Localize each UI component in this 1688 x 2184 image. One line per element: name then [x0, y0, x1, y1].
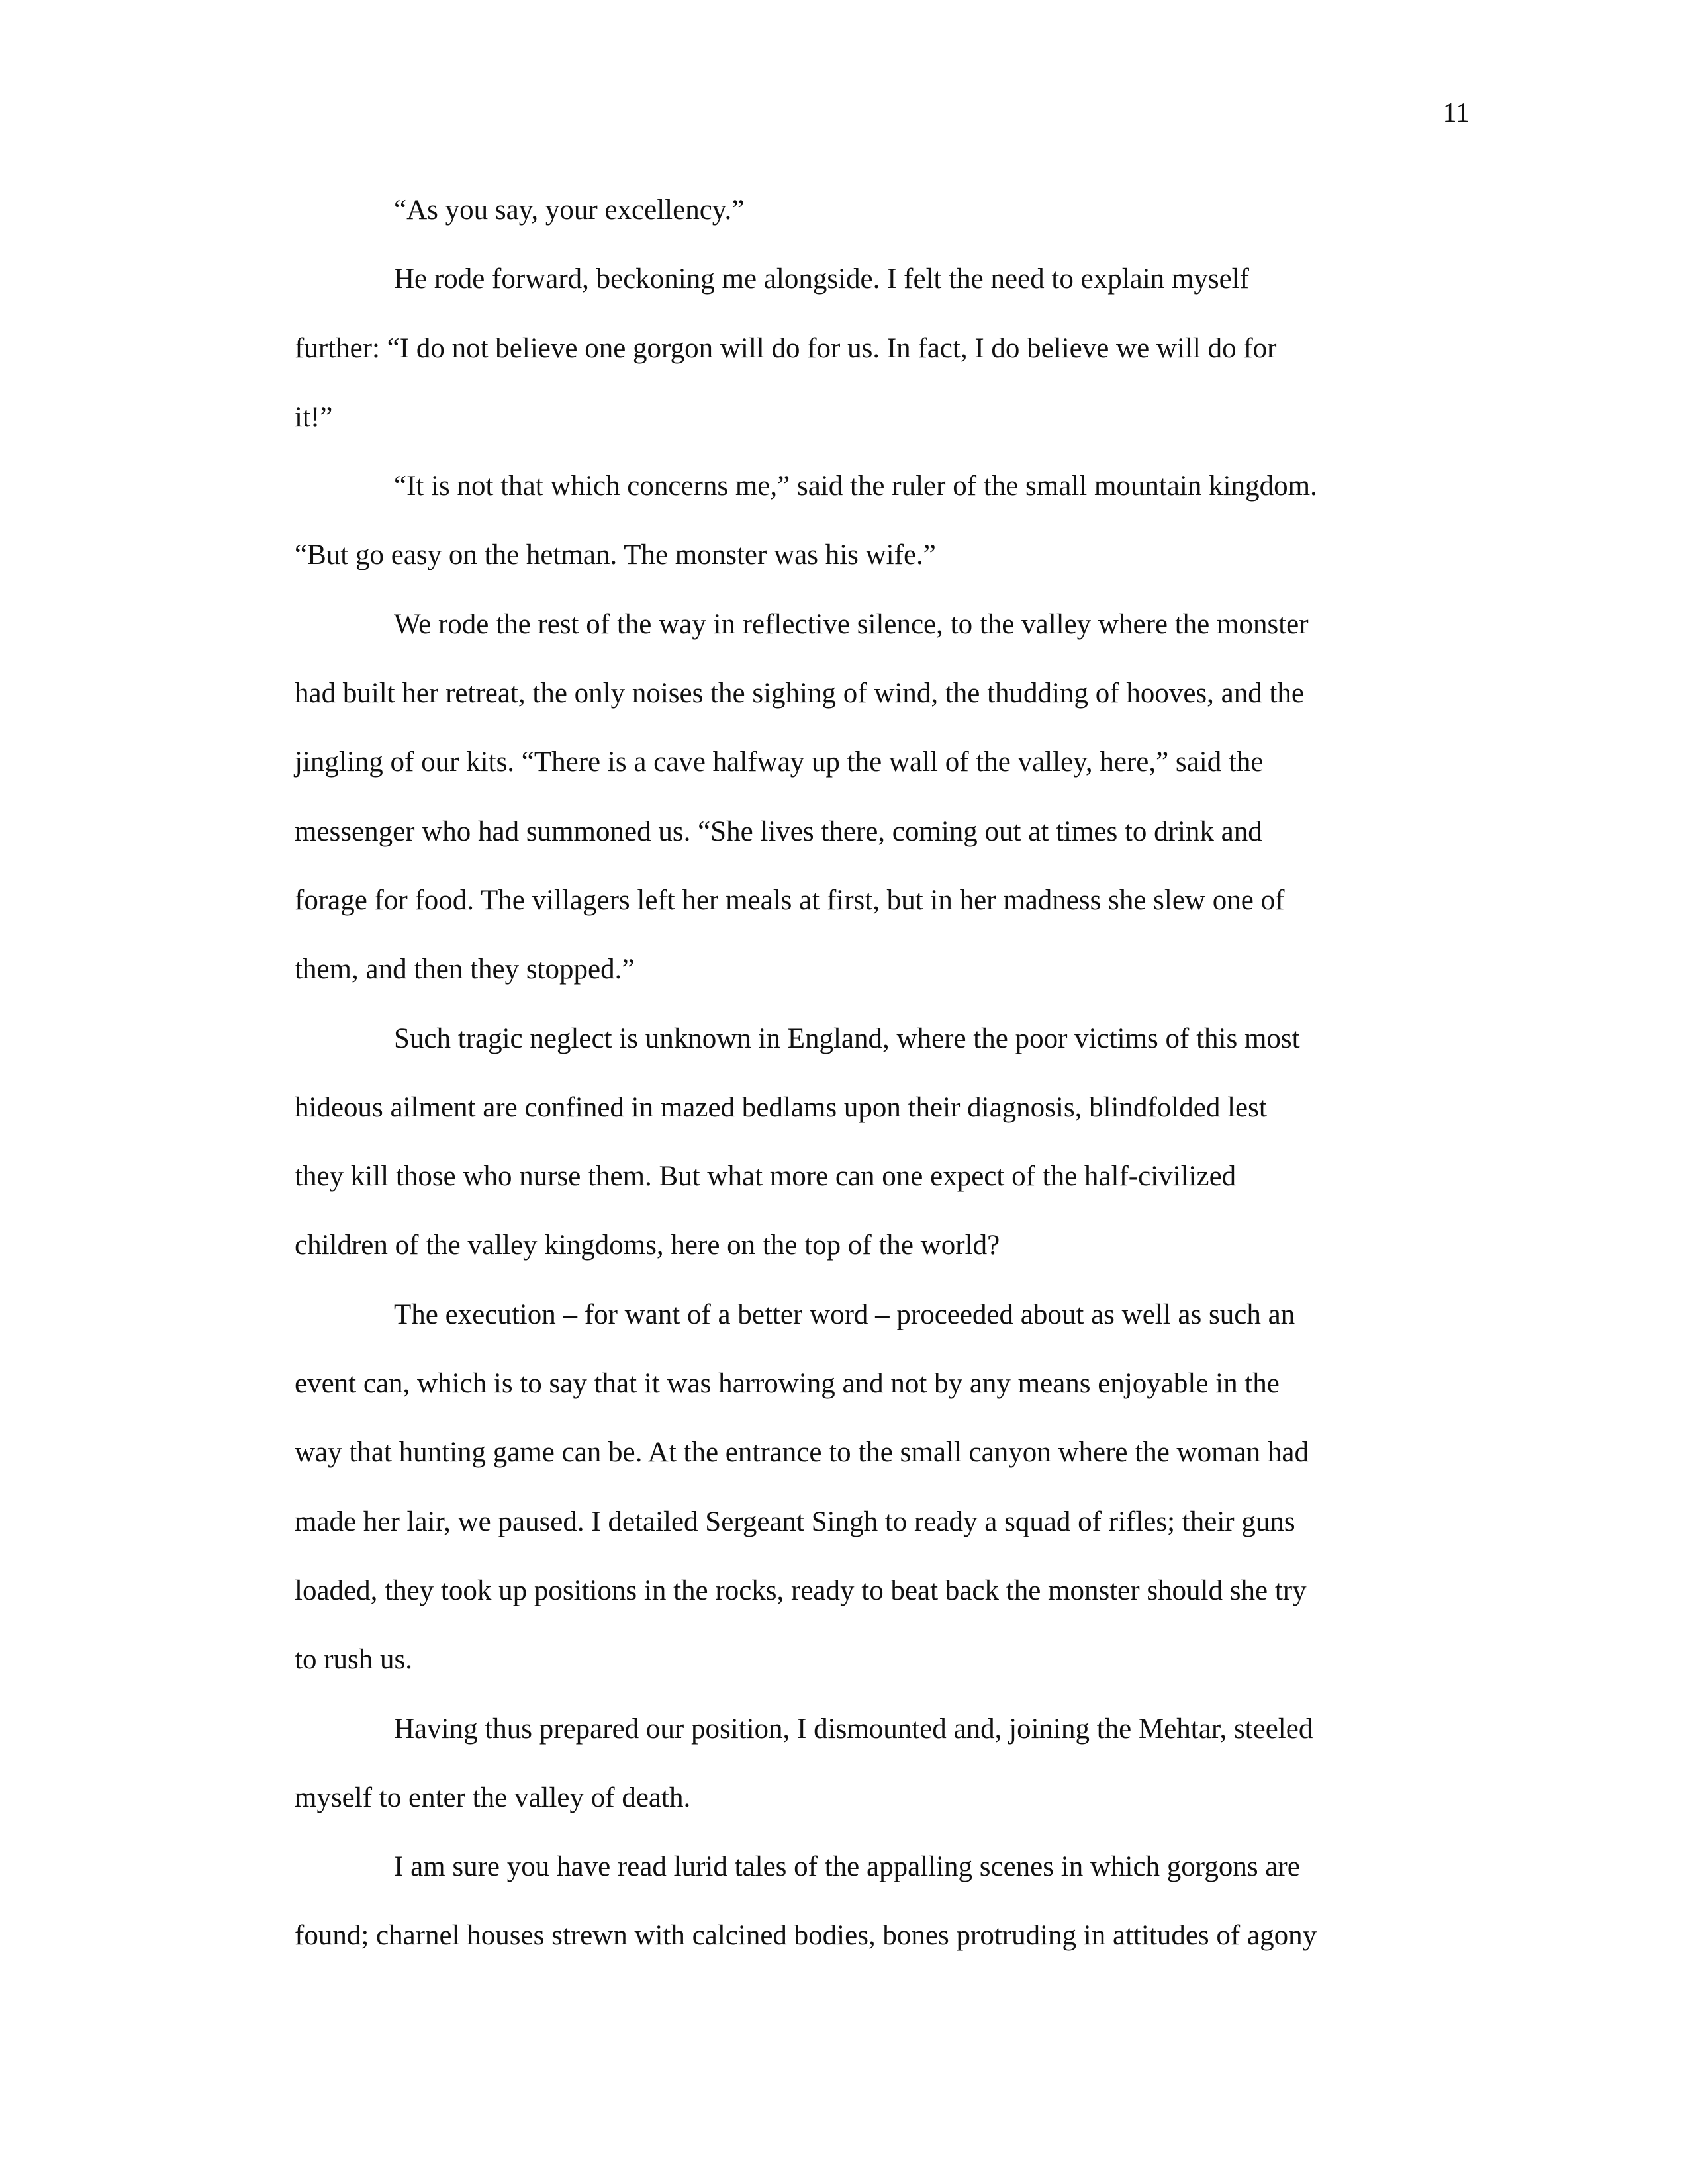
text-line: way that hunting game can be. At the entrance to the small canyon where the woman had: [295, 1437, 1309, 1469]
text-line: them, and then they stopped.”: [295, 954, 635, 985]
text-line: found; charnel houses strewn with calcined bodies, bones protruding in attitudes of agony: [295, 1920, 1317, 1952]
text-line: loaded, they took up positions in the rocks, ready to beat back the monster should she try: [295, 1574, 1307, 1606]
text-line: they kill those who nurse them. But what more can one expect of the half-civilized: [295, 1161, 1237, 1193]
text-line: “It is not that which concerns me,” said the ruler of the small mountain kingdom.: [394, 471, 1317, 502]
text-line: The execution – for want of a better word – proceeded about as well as such an: [394, 1298, 1295, 1330]
text-line: “As you say, your excellency.”: [394, 195, 745, 226]
text-line: I am sure you have read lurid tales of the appalling scenes in which gorgons are: [394, 1851, 1300, 1883]
text-line: event can, which is to say that it was harrowing and not by any means enjoyable in the: [295, 1368, 1280, 1400]
text-line: children of the valley kingdoms, here on the top of the world?: [295, 1230, 1000, 1261]
text-line: Such tragic neglect is unknown in England, where the poor victims of this most: [394, 1023, 1300, 1054]
text-line: We rode the rest of the way in reflective silence, to the valley where the monster: [394, 608, 1309, 640]
text-line: had built her retreat, the only noises the sighing of wind, the thudding of hooves, and the: [295, 678, 1305, 709]
text-line: jingling of our kits. “There is a cave halfway up the wall of the valley, here,” said the: [295, 747, 1264, 778]
text-line: hideous ailment are confined in mazed bedlams upon their diagnosis, blindfolded lest: [295, 1091, 1267, 1123]
body-text: [295, 191, 1374, 1985]
text-line: myself to enter the valley of death.: [295, 1782, 691, 1813]
text-line: messenger who had summoned us. “She lives there, coming out at times to drink and: [295, 815, 1262, 847]
text-line: to rush us.: [295, 1644, 412, 1676]
page-number: 11: [1442, 98, 1470, 128]
text-line: further: “I do not believe one gorgon will do for us. In fact, I do believe we will do for: [295, 332, 1277, 364]
text-line: forage for food. The villagers left her meals at first, but in her madness she slew one of: [295, 884, 1285, 916]
text-line: it!”: [295, 401, 333, 433]
text-line: made her lair, we paused. I detailed Sergeant Singh to ready a squad of rifles; their guns: [295, 1506, 1295, 1537]
text-line: He rode forward, beckoning me alongside. I felt the need to explain myself: [394, 263, 1249, 295]
text-line: Having thus prepared our position, I dismounted and, joining the Mehtar, steeled: [394, 1713, 1313, 1745]
text-line: “But go easy on the hetman. The monster was his wife.”: [295, 539, 936, 571]
